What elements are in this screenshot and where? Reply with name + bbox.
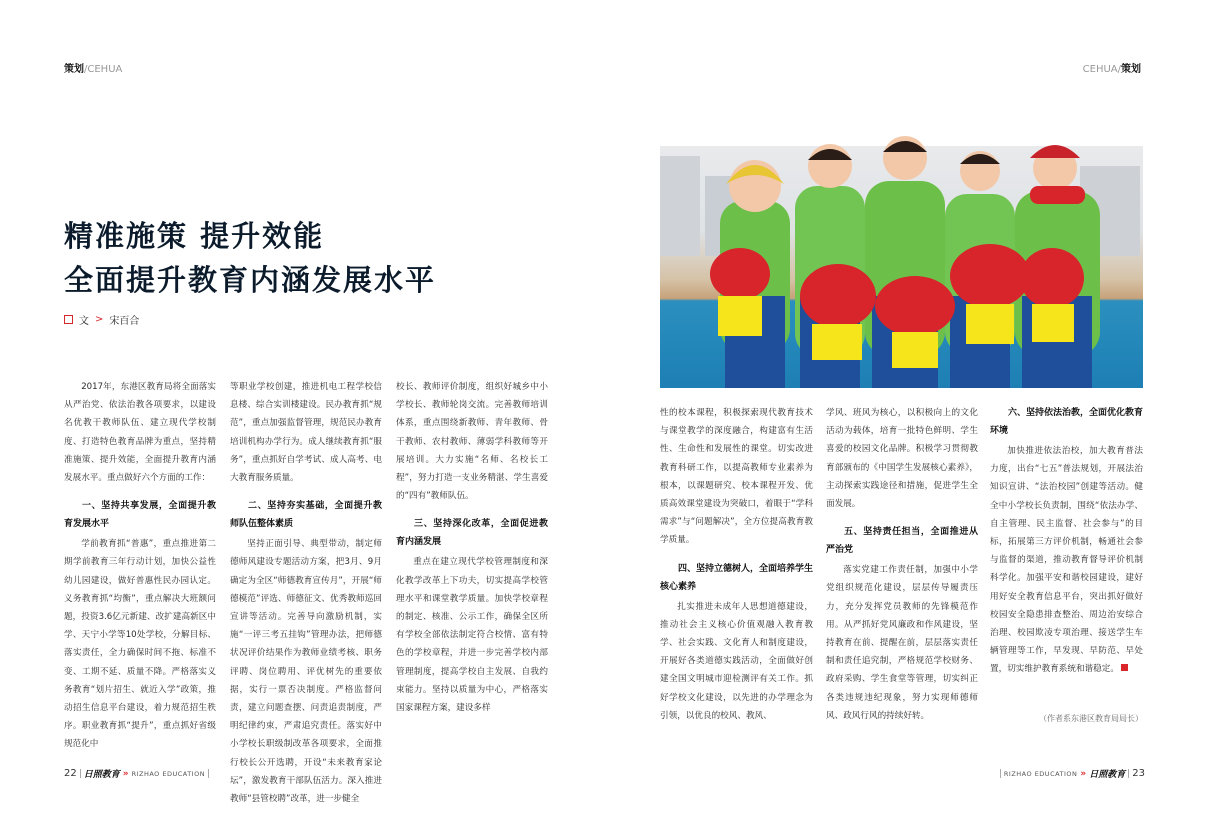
section-2-body: 坚持正面引导、典型带动，制定师德师风建设专题活动方案，把3月、9月确定为全区“师德教育宣传月”，开展“师德模范”评选、师德征文、优秀教师巡回宣讲等活动。完善导向激励机制，实施“一评三考五挂钩”管理办法，把师德状况评价结果作为教师业绩考核、职务评聘、岗位聘用、评优树先的重要依据，实行一票否决制度。严格监督问责，建立问题查摆、问责追责制度，严明纪律约束，严肃追究责任。落实好中小学校长职级制改革各项要求，全面推行校长公开选聘，开设“未来教育家论坛”，激发教育干部队伍活力。深入推进教师“县管校聘”改革，进一步健全 bbox=[230, 539, 382, 805]
section-4-body-cont: 学风、班风为核心，以积极向上的文化活动为载体，培育一批特色鲜明、学生喜爱的校园文化品牌。积极学习贯彻教育部颁布的《中国学生发展核心素养》，主动探索实践途径和措施，促进学生全面发展。 bbox=[826, 408, 978, 510]
running-header-left: 策划/CEHUA bbox=[64, 64, 123, 75]
magazine-name: 日照教育 bbox=[83, 770, 120, 780]
section-label-cn: 策划 bbox=[1121, 64, 1141, 75]
page-number: 23 bbox=[1132, 768, 1145, 779]
magazine-name-en: RIZHAO EDUCATION bbox=[131, 769, 206, 778]
section-4-body: 扎实推进未成年人思想道德建设，推动社会主义核心价值观融入教育教学、社会实践、文化育人和制度建设，开展好各类道德实践活动，全面做好创建全国文明城市迎检测评有关工作。抓好学校文化建设，以先进的办学理念为引领，以优良的校风、教风、 bbox=[660, 601, 813, 721]
section-2-body-cont: 校长、教师评价制度，组织好城乡中小学校长、教师轮岗交流。完善教师培训体系，重点围绕新教师、青年教师、骨干教师、农村教师、薄弱学科教师等开展培训。大力实施“名师、名校长工程”，努力打造一支业务精湛、学生喜爱的“四有”教师队伍。 bbox=[396, 382, 548, 502]
section-label-cn: 策划 bbox=[64, 64, 84, 75]
intro-paragraph: 2017年，东港区教育局将全面落实从严治党、依法治教各项要求，以建设名优教干教师队伍、建立现代学校制度、打造特色教育品牌为重点，坚持精准施策、提升效能，全面提升教育内涵发展水平。重点做好六个方面的工作： bbox=[64, 382, 216, 484]
divider bbox=[1128, 769, 1129, 778]
section-5-body: 落实党建工作责任制，加强中小学党组织规范化建设，层层传导履责压力，充分发挥党员教师的先锋模范作用。从严抓好党风廉政和作风建设，坚持教育在前、提醒在前，层层落实责任制和责任追究制，严格规范学校财务、政府采购、学生食堂等管理，切实纠正各类违规违纪现象，努力实现师德师风、政风行风的持续好转。 bbox=[826, 565, 978, 721]
section-1-body-cont: 等职业学校创建，推进机电工程学校信息楼、综合实训楼建设。民办教育抓“规范”，重点加强监督管理，规范民办教育培训机构办学行为。成人继续教育抓“服务”，重点抓好自学考试、成人高考、电大教育服务质量。 bbox=[230, 382, 382, 484]
arrow-icon: > bbox=[95, 314, 104, 325]
article-column-6 bbox=[990, 404, 1143, 704]
article-column-3 bbox=[396, 378, 548, 730]
section-6-body: 加快推进依法治校，加大教育普法力度，出台“七五”普法规划，开展法治知识宣讲、“法治校园”创建等活动。健全中小学校长负责制，围绕“依法办学、自主管理、民主监督、社会参与”的目标，拓展第三方评价机制，畅通社会参与监督的渠道，推动教育督导评价机制科学化。加强平安和谐校园建设，建好用好安全教育信息平台，突出抓好做好校园安全隐患排查整治、周边治安综合治理、校园欺凌专项治理、接送学生车辆管理等工作，早发现、早防范、早处置，切实维护教育系统和谐稳定。 bbox=[990, 446, 1143, 675]
section-3-body: 重点在建立现代学校管理制度和深化教学改革上下功夫，切实提高学校管理水平和课堂教学质量。加快学校章程的制定、核准、公示工作，确保全区所有学校全部依法制定符合校情、富有特色的学校章程，并进一步完善学校内部管理制度，提高学校自主发展、自我约束能力。坚持以质量为中心，严格落实国家课程方案，建设多样 bbox=[396, 557, 548, 714]
article-title-line-1: 精准施策 提升效能 bbox=[64, 219, 325, 253]
children-with-red-lanterns-photo bbox=[660, 146, 1143, 388]
magazine-name-en: RIZHAO EDUCATION bbox=[1003, 769, 1078, 778]
section-2-heading: 二、坚持夯实基础，全面提升教师队伍整体素质 bbox=[230, 501, 382, 530]
byline-author: 宋百合 bbox=[109, 316, 140, 327]
article-title-line-2: 全面提升教育内涵发展水平 bbox=[64, 263, 437, 297]
divider bbox=[80, 769, 81, 778]
author-note: （作者系东港区教育局局长） bbox=[1039, 714, 1143, 723]
double-arrow-icon: » bbox=[1080, 768, 1087, 779]
section-label-en: CEHUA bbox=[87, 64, 123, 75]
page-number: 22 bbox=[64, 768, 77, 779]
end-mark-icon bbox=[1121, 664, 1128, 671]
section-1-body: 学前教育抓“普惠”，重点推进第二期学前教育三年行动计划，加快公益性幼儿园建设，做好普惠性民办园认定。义务教育抓“均衡”，重点解决大班额问题，投资3.6亿元新建、改扩建高新区中学、天宁小学等10处学校，分解目标、落实责任，全力确保时间不拖、标准不变、工期不延、质量不降。严格落实义务教育“划片招生、就近入学”政策，推动招生信息平台建设，着力规范招生秩序。职业教育抓“提升”，重点抓好省级规范化中 bbox=[64, 539, 216, 750]
divider bbox=[1000, 769, 1001, 778]
footer-right bbox=[1000, 767, 1145, 780]
article-column-1 bbox=[64, 378, 216, 750]
article-column-5 bbox=[826, 404, 978, 730]
article-column-4 bbox=[660, 404, 813, 730]
byline-label: 文 bbox=[79, 316, 89, 327]
square-marker-icon bbox=[64, 315, 73, 324]
section-4-heading: 四、坚持立德树人，全面培养学生核心素养 bbox=[660, 563, 814, 592]
section-label-en: CEHUA bbox=[1082, 64, 1118, 75]
section-5-heading: 五、坚持责任担当，全面推进从严治党 bbox=[826, 527, 978, 556]
footer-left bbox=[64, 767, 209, 780]
section-3-heading: 三、坚持深化改革，全面促进教育内涵发展 bbox=[396, 519, 548, 548]
divider bbox=[208, 769, 209, 778]
running-header-right: CEHUA/策划 bbox=[1082, 64, 1141, 75]
byline bbox=[64, 312, 139, 327]
magazine-name: 日照教育 bbox=[1089, 770, 1126, 780]
children-with-red-lanterns-icon bbox=[660, 146, 1143, 388]
article-column-2 bbox=[230, 378, 382, 805]
section-1-heading: 一、坚持共享发展，全面提升教育发展水平 bbox=[64, 501, 216, 530]
double-arrow-icon: » bbox=[122, 768, 129, 779]
section-6-heading: 六、坚持依法治教，全面优化教育环境 bbox=[990, 408, 1144, 436]
section-3-body-cont: 性的校本课程，积极探索现代教育技术与课堂教学的深度融合，构建富有生活性、生命性和发展性的课堂。切实改进教育科研工作，以提高教师专业素养为根本，以课题研究、校本课程开发、优质高效课堂建设为突破口，着眼于“学科需求”与“问题解决”，全方位提高教育教学质量。 bbox=[660, 408, 813, 546]
